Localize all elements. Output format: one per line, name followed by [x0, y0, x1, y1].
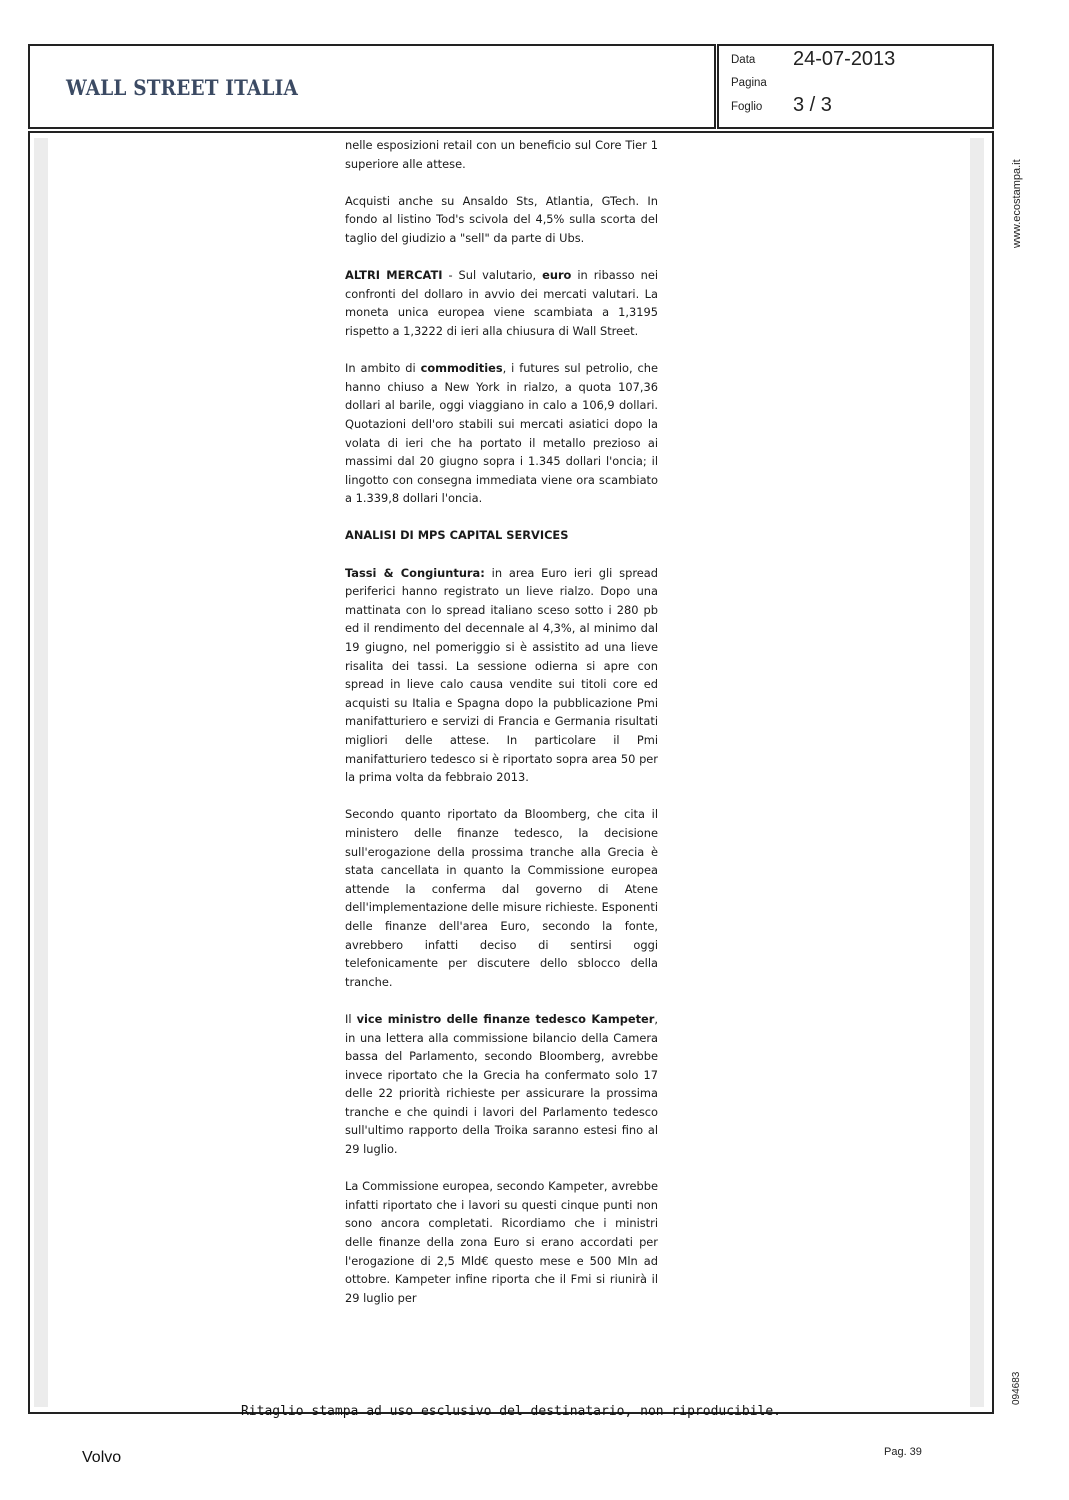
article-column — [345, 136, 658, 1326]
client-name: Volvo — [82, 1449, 122, 1466]
masthead — [28, 44, 716, 129]
clipping-notice: Ritaglio stampa ad uso esclusivo del destinatario, non riproducibile. — [240, 1404, 782, 1419]
paragraph-tassi: Tassi & Congiuntura: in area Euro ieri gli spread periferici hanno registrato un lieve rialzo. Dopo una mattinata con lo spread italiano sceso sotto i 280 pb ed il rendimento del decennale al 4,3%, al minimo dal 19 giugno, nel pomeriggio si è assistito ad una lieve risalita dei tassi. La sessione odierna si apre con spread in lieve calo causa vendite sui titoli core ed acquisti su Italia e Spagna dopo la pubblicazione Pmi manifatturiero e servizi di Francia e Germania risultati migliori delle attese. In particolare il Pmi manifatturiero tedesco si è riportato sopra area 50 per la prima volta da febbraio 2013. — [345, 565, 658, 785]
paragraph-bloomberg: Secondo quanto riportato da Bloomberg, che cita il ministero delle finanze tedesco, la decisione sull'erogazione della prossima tranche alla Grecia è stata cancellata in quanto la Commissione europea attende la conferma dal governo di Atene dell'implementazione delle misure richieste. Esponenti delle finanze dell'area Euro, secondo la fonte, avrebbero infatti deciso di sentirsi oggi telefonicamente per discutere dello sblocco della tranche. — [345, 807, 658, 989]
paragraph-1: nelle esposizioni retail con un beneficio sul Core Tier 1 superiore alle attese. — [345, 138, 658, 171]
data-value: 24-07-2013 — [793, 48, 896, 70]
right-scan-band — [970, 138, 984, 1407]
data-label: Data — [731, 54, 756, 66]
paragraph-commissione: La Commissione europea, secondo Kampeter, avrebbe infatti riportato che i lavori su questi cinque punti non sono ancora completati. Ricordiamo che i ministri delle finanze della zona Euro si erano accordati per l'erogazione di 2,5 Mld€ questo mese e 500 Mln ad ottobre. Kampeter infine riporta che il Fmi si riunirà il 29 luglio per — [345, 1179, 658, 1305]
page-number: Pag. 39 — [884, 1446, 922, 1458]
paragraph-2: Acquisti anche su Ansaldo Sts, Atlantia, GTech. In fondo al listino Tod's scivola del 4,5% sulla scorta del taglio del giudizio a "sell" da parte di Ubs. — [345, 193, 658, 245]
publication-logo: WALL STREET ITALIA — [66, 75, 299, 100]
pagina-label: Pagina — [731, 77, 767, 89]
paragraph-commodities: In ambito di commodities, i futures sul petrolio, che hanno chiuso a New York in rialzo, a quota 107,36 dollari al barile, oggi viaggiano in calo a 106,9 dollari. Quotazioni dell'oro stabili sui mercati asiatici dopo la volata di ieri che ha portato il metallo prezioso ai massimi dal 20 giugno sopra i 1.345 dollari l'oncia; il lingotto con consegna immediata viene ora scambiato a 1.339,8 dollari l'oncia. — [345, 361, 658, 506]
left-scan-band — [34, 138, 48, 1407]
foglio-value: 3 / 3 — [793, 94, 832, 116]
paragraph-kampeter: Il vice ministro delle finanze tedesco Kampeter, in una lettera alla commissione bilancio della Camera bassa del Parlamento, secondo Bloomberg, avrebbe invece riportato che la Grecia ha confermato solo 17 delle 22 priorità richieste per assicurare la prossima tranche e che quindi i lavori del Parlamento tedesco sull'ultimo rapporto della Troika saranno estesi fino al 29 luglio. — [345, 1011, 658, 1157]
section-heading: ANALISI DI MPS CAPITAL SERVICES — [345, 528, 569, 543]
foglio-label: Foglio — [731, 101, 763, 113]
side-code: 094683 — [1011, 1371, 1022, 1405]
meta-box — [717, 44, 994, 129]
side-url: www.ecostampa.it — [1011, 159, 1023, 248]
paragraph-altri-mercati: ALTRI MERCATI - Sul valutario, euro in ribasso nei confronti del dollaro in avvio dei mercati valutari. La moneta unica europea viene scambiata a 1,3195 rispetto a 1,3222 di ieri alla chiusura di Wall Street. — [345, 268, 658, 338]
